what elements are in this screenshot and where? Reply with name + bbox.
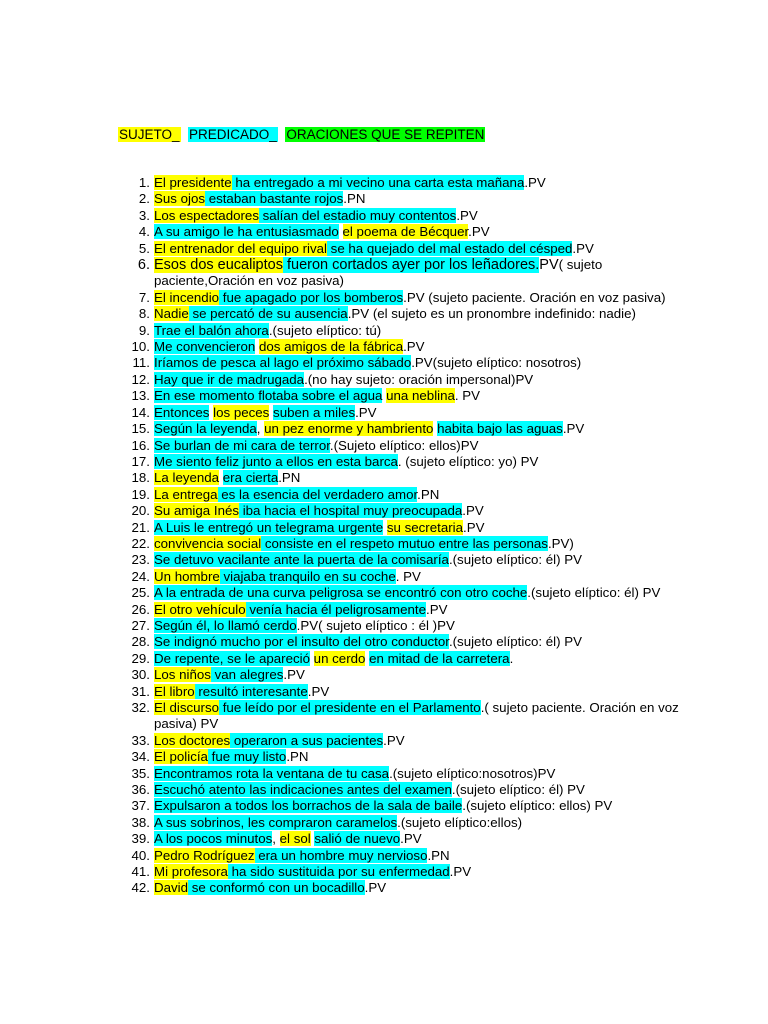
predicate-text: fue leído por el presidente en el Parlamento xyxy=(219,700,481,715)
list-item xyxy=(110,454,690,470)
subject-text: Pedro Rodríguez xyxy=(154,847,255,863)
predicate-text: suben a miles xyxy=(273,404,356,420)
list-item xyxy=(110,667,690,683)
note-text: .(Sujeto elíptico: ellos)PV xyxy=(329,437,479,453)
list-item xyxy=(110,569,690,585)
note-text: .( sujeto paciente. Oración en voz pasiva) PV xyxy=(154,700,679,732)
subject-text: El incendio xyxy=(154,289,220,305)
item-number: 23. xyxy=(131,552,150,568)
subject-text: Mi profesora xyxy=(154,864,228,880)
list-item xyxy=(110,290,690,306)
predicate-text: Se burlan de mi cara de terror xyxy=(154,437,330,453)
item-number: 3. xyxy=(138,207,150,223)
subject-text: El policía xyxy=(154,749,208,765)
note-text: .PV xyxy=(462,503,484,519)
subject-text: su secretaria xyxy=(386,519,463,535)
predicate-text: van alegres xyxy=(210,667,284,683)
predicate-text: En ese momento flotaba sobre el agua xyxy=(154,388,383,404)
subject-text: El otro vehículo xyxy=(154,601,246,617)
predicate-text: era un hombre muy nervioso xyxy=(254,847,428,863)
list-item xyxy=(110,355,690,371)
predicate-text: Encontramos rota la ventana de tu casa xyxy=(154,765,390,781)
list-item xyxy=(110,191,690,207)
list-item xyxy=(110,733,690,749)
list-item xyxy=(110,651,690,667)
subject-text: Su amiga Inés xyxy=(154,503,240,519)
note-text: .PV (el sujeto es un pronombre indefinido: nadie) xyxy=(347,306,636,322)
note-text: .PN xyxy=(278,470,301,486)
predicate-text: ha entregado a mi vecino una carta esta mañana xyxy=(231,175,525,190)
list-item xyxy=(110,470,690,486)
predicate-text: A su amigo le ha entusiasmado xyxy=(154,224,339,240)
item-number: 40. xyxy=(131,847,150,863)
subject-text: Esos dos eucaliptos xyxy=(154,257,283,274)
list-item xyxy=(110,585,690,601)
item-number: 27. xyxy=(131,617,150,633)
item-number: 41. xyxy=(131,864,150,880)
subject-text: un cerdo xyxy=(313,650,366,666)
note-text: .PV(sujeto elíptico: nosotros) xyxy=(411,355,582,371)
note-text: .PN xyxy=(343,191,366,207)
sentence-list xyxy=(110,175,690,897)
item-number: 33. xyxy=(131,732,150,748)
note-text: .PV xyxy=(403,339,425,355)
item-number: 6. xyxy=(137,257,150,274)
note-text: .PV xyxy=(456,207,478,223)
predicate-text: era cierta xyxy=(222,470,279,486)
subject-text: El discurso xyxy=(154,700,220,715)
item-number: 24. xyxy=(131,568,150,584)
subject-text: Un hombre xyxy=(154,568,220,584)
predicate-text: se ha quejado del mal estado del césped xyxy=(326,240,573,256)
note-text: .PV) xyxy=(547,535,574,551)
item-number: 35. xyxy=(131,765,150,781)
list-item xyxy=(110,536,690,552)
list-item xyxy=(110,421,690,437)
item-number: 4. xyxy=(138,224,150,240)
list-item xyxy=(110,339,690,355)
predicate-text: viajaba tranquilo en su coche xyxy=(219,568,396,584)
note-text: .PV xyxy=(364,880,387,896)
note-text: .PV xyxy=(355,404,377,420)
predicate-text: salían del estadio muy contentos xyxy=(258,207,457,223)
item-number: 18. xyxy=(131,470,150,486)
note-text: .PV xyxy=(400,831,422,847)
item-number: 37. xyxy=(131,798,150,814)
item-number: 13. xyxy=(131,388,150,404)
note-text: PV xyxy=(539,257,559,274)
note-text: ( sujeto paciente,Oración en voz pasiva) xyxy=(154,257,603,289)
predicate-text: De repente, se le apareció xyxy=(154,650,310,666)
list-item xyxy=(110,880,690,896)
item-number: 25. xyxy=(131,585,150,601)
list-item xyxy=(110,552,690,568)
note-text: . xyxy=(509,650,514,666)
list-item xyxy=(110,634,690,650)
list-item xyxy=(110,306,690,322)
predicate-text: se conformó con un bocadillo xyxy=(188,880,365,896)
item-number: 26. xyxy=(131,601,150,617)
subject-text: Los doctores xyxy=(154,732,231,748)
note-text: .PV xyxy=(562,421,585,437)
list-item xyxy=(110,388,690,404)
note-text: , xyxy=(256,421,265,437)
list-item xyxy=(110,405,690,421)
predicate-text: operaron a sus pacientes xyxy=(230,732,384,748)
note-text: .(no hay sujeto: oración impersonal)PV xyxy=(304,371,534,387)
predicate-text: Me convencieron xyxy=(154,339,256,355)
subject-text: La entrega xyxy=(154,486,218,502)
predicate-text: estaban bastante rojos xyxy=(205,191,344,207)
list-item xyxy=(110,241,690,257)
predicate-text: A la entrada de una curva peligrosa se encontró con otro coche xyxy=(154,585,528,601)
predicate-text: Expulsaron a todos los borrachos de la sala de baile xyxy=(154,798,463,814)
predicate-text: Hay que ir de madrugada xyxy=(154,371,305,387)
note-text: .PV xyxy=(426,601,448,617)
subject-text: El presidente xyxy=(154,175,232,190)
note-text: .PV xyxy=(524,175,546,190)
list-item xyxy=(110,831,690,847)
list-item xyxy=(110,864,690,880)
note-text: .(sujeto elíptico:nosotros)PV xyxy=(389,765,556,781)
predicate-text: venía hacia él peligrosamente xyxy=(245,601,427,617)
list-item xyxy=(110,684,690,700)
subject-text: Los niños xyxy=(154,667,211,683)
note-text: .(sujeto elíptico: él) PV xyxy=(448,552,582,568)
predicate-text: Según la leyenda xyxy=(154,421,257,437)
list-item xyxy=(110,520,690,536)
item-number: 5. xyxy=(138,240,150,256)
item-number: 12. xyxy=(131,371,150,387)
predicate-text: Trae el balón ahora xyxy=(154,322,269,338)
predicate-text: Iríamos de pesca al lago el próximo sábado xyxy=(154,355,412,371)
item-number: 30. xyxy=(131,667,150,683)
item-number: 28. xyxy=(131,634,150,650)
predicate-text: A Luis le entregó un telegrama urgente xyxy=(154,519,384,535)
note-text: .PV( sujeto elíptico : él )PV xyxy=(296,617,455,633)
item-number: 38. xyxy=(131,814,150,830)
list-item xyxy=(110,798,690,814)
subject-text: La leyenda xyxy=(154,470,220,486)
legend-subject: SUJETO_ xyxy=(119,127,180,142)
subject-text: el sol xyxy=(279,831,311,847)
legend xyxy=(118,126,485,143)
list-item xyxy=(110,602,690,618)
list-item xyxy=(110,372,690,388)
item-number: 39. xyxy=(131,831,150,847)
list-item xyxy=(110,782,690,798)
item-number: 1. xyxy=(138,175,150,190)
note-text: .(sujeto elíptico: ellos) PV xyxy=(462,798,613,814)
predicate-text: ha sido sustituida por su enfermedad xyxy=(227,864,450,880)
predicate-text: resultó interesante xyxy=(194,683,308,699)
item-number: 16. xyxy=(131,437,150,453)
predicate-text: A sus sobrinos, les compraron caramelos xyxy=(154,814,398,830)
item-number: 8. xyxy=(138,306,150,322)
list-item xyxy=(110,208,690,224)
predicate-text: en mitad de la carretera xyxy=(369,650,510,666)
predicate-text: Según él, lo llamó cerdo xyxy=(154,617,297,633)
list-item xyxy=(110,224,690,240)
note-text: . PV xyxy=(395,568,421,584)
item-number: 36. xyxy=(131,782,150,798)
subject-text: Los espectadores xyxy=(154,207,259,223)
list-item xyxy=(110,766,690,782)
predicate-text: Me siento feliz junto a ellos en esta barca xyxy=(154,453,398,469)
list-item xyxy=(110,749,690,765)
item-number: 15. xyxy=(131,421,150,437)
predicate-text: fueron cortados ayer por los leñadores. xyxy=(282,257,540,274)
predicate-text: Escuchó atento las indicaciones antes del examen xyxy=(154,782,452,798)
predicate-text: Entonces xyxy=(154,404,210,420)
note-text: .(sujeto elíptico:ellos) xyxy=(397,814,523,830)
note-text: .PV (sujeto paciente. Oración en voz pasiva) xyxy=(403,289,666,305)
note-text: .PN xyxy=(286,749,309,765)
item-number: 19. xyxy=(131,486,150,502)
subject-text: Nadie xyxy=(154,306,189,322)
subject-text: un pez enorme y hambriento xyxy=(264,421,434,437)
note-text: .PV xyxy=(383,732,405,748)
note-text: .PV xyxy=(463,519,485,535)
list-item xyxy=(110,503,690,519)
predicate-text: es la esencia del verdadero amor xyxy=(217,486,418,502)
note-text: . (sujeto elíptico: yo) PV xyxy=(397,453,539,469)
item-number: 22. xyxy=(131,535,150,551)
list-item xyxy=(110,175,690,191)
predicate-text: A los pocos minutos xyxy=(154,831,273,847)
note-text: .PV xyxy=(449,864,472,880)
note-text: . PV xyxy=(454,388,481,404)
list-item xyxy=(110,618,690,634)
item-number: 21. xyxy=(131,519,150,535)
predicate-text: salió de nuevo xyxy=(314,831,401,847)
list-item xyxy=(110,815,690,831)
note-text: .PN xyxy=(417,486,440,502)
note-text: , xyxy=(272,831,280,847)
note-text: .(sujeto elíptico: él) PV xyxy=(527,585,661,601)
note-text: .PV xyxy=(307,683,330,699)
predicate-text: fue muy listo xyxy=(207,749,287,765)
note-text: .(sujeto elíptico: tú) xyxy=(268,322,382,338)
list-item xyxy=(110,257,690,290)
note-text: .PV xyxy=(283,667,305,683)
subject-text: los peces xyxy=(213,404,270,420)
item-number: 2. xyxy=(138,191,150,207)
predicate-text: consiste en el respeto mutuo entre las personas xyxy=(261,535,548,551)
item-number: 7. xyxy=(138,289,150,305)
list-item xyxy=(110,848,690,864)
list-item xyxy=(110,323,690,339)
item-number: 10. xyxy=(131,339,150,355)
subject-text: El entrenador del equipo rival xyxy=(154,240,327,256)
item-number: 11. xyxy=(132,355,150,371)
subject-text: una neblina xyxy=(386,388,455,404)
subject-text: David xyxy=(154,880,188,896)
subject-text: convivencia social xyxy=(154,535,262,551)
predicate-text: Se detuvo vacilante ante la puerta de la comisaría xyxy=(154,552,449,568)
note-text: .PV xyxy=(572,240,594,256)
item-number: 17. xyxy=(131,453,150,469)
list-item xyxy=(110,438,690,454)
item-number: 9. xyxy=(138,322,150,338)
item-number: 32. xyxy=(131,700,150,715)
predicate-text: iba hacia el hospital muy preocupada xyxy=(239,503,463,519)
subject-text: el poema de Bécquer xyxy=(342,224,469,240)
list-item xyxy=(110,700,690,733)
subject-text: Sus ojos xyxy=(154,191,205,207)
note-text: .PV xyxy=(468,224,490,240)
predicate-text: se percató de su ausencia xyxy=(188,306,348,322)
item-number: 29. xyxy=(131,650,150,666)
note-text: .(sujeto elíptico: él) PV xyxy=(448,634,582,650)
item-number: 34. xyxy=(131,749,150,765)
note-text xyxy=(339,224,343,239)
subject-text: El libro xyxy=(154,683,195,699)
item-number: 42. xyxy=(131,880,150,896)
legend-repeat: ORACIONES QUE SE REPITEN xyxy=(286,127,485,142)
predicate-text: fue apagado por los bomberos xyxy=(219,289,404,305)
item-number: 31. xyxy=(131,683,150,699)
item-number: 14. xyxy=(131,404,150,420)
predicate-text: Se indignó mucho por el insulto del otro conductor xyxy=(154,634,449,650)
item-number: 20. xyxy=(131,503,150,519)
predicate-text: habita bajo las aguas xyxy=(437,421,563,437)
note-text: .PN xyxy=(427,847,450,863)
legend-predicate: PREDICADO_ xyxy=(189,127,277,142)
subject-text: dos amigos de la fábrica xyxy=(258,339,404,355)
list-item xyxy=(110,487,690,503)
note-text: .(sujeto elíptico: él) PV xyxy=(451,782,585,798)
